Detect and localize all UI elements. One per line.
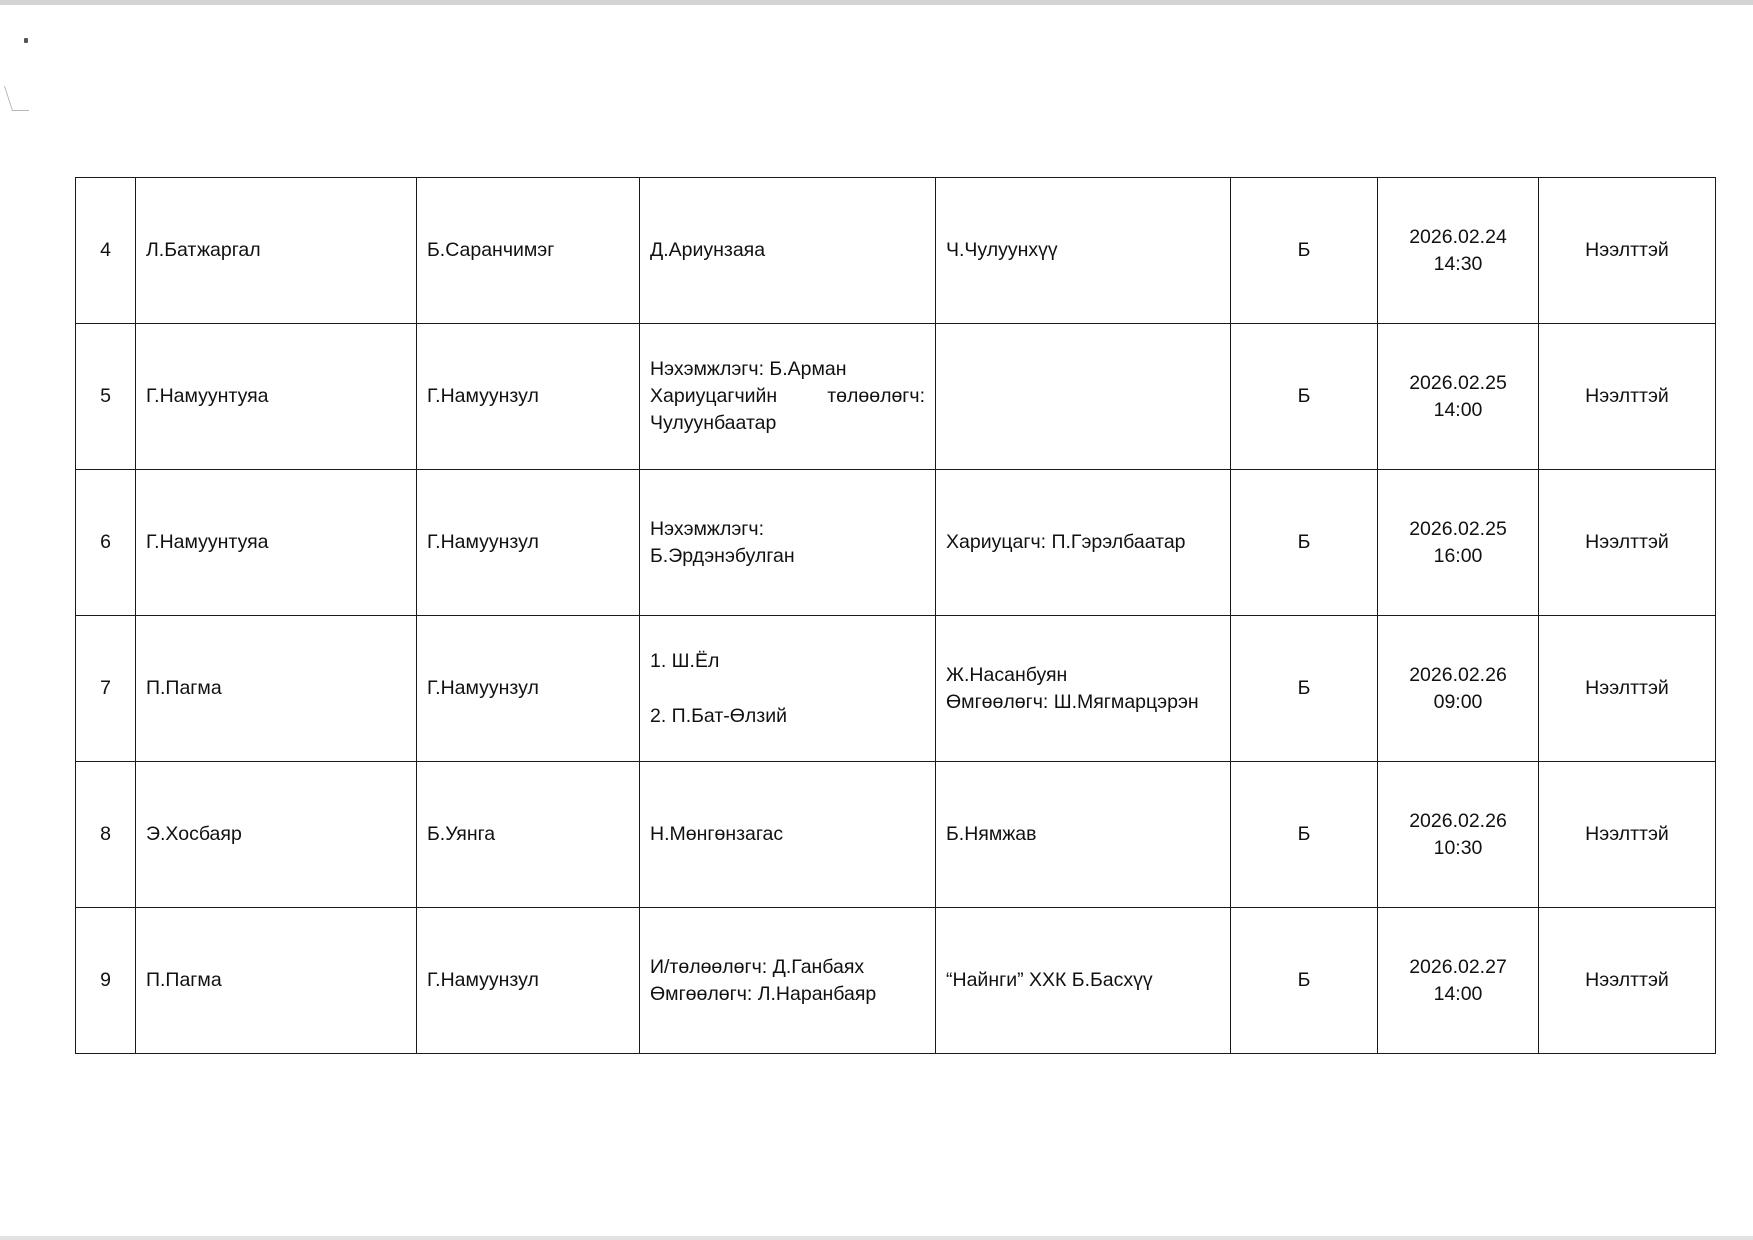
hearing-date: 2026.02.24 — [1409, 225, 1507, 248]
defendant-cell: Б.Уянга — [417, 762, 640, 908]
case-type-cell: Б — [1231, 470, 1378, 616]
hearing-date: 2026.02.27 — [1409, 955, 1507, 978]
table-row — [76, 762, 1716, 908]
other-party-line: “Найнги” ХХК Б.Басхүү — [946, 969, 1153, 991]
row-number: 6 — [76, 470, 136, 616]
status-cell: Нээлттэй — [1539, 178, 1716, 324]
scan-top-edge — [0, 0, 1753, 5]
hearing-date: 2026.02.25 — [1409, 371, 1507, 394]
plaintiff-cell: Г.Намуунтуяа — [136, 324, 417, 470]
row-number: 5 — [76, 324, 136, 470]
participant-line: 2. П.Бат-Өлзий — [650, 704, 788, 727]
status-cell: Нээлттэй — [1539, 324, 1716, 470]
row-number: 9 — [76, 908, 136, 1054]
status-cell: Нээлттэй — [1539, 470, 1716, 616]
hearing-date: 2026.02.26 — [1409, 663, 1507, 686]
other-parties-cell — [936, 616, 1231, 762]
other-party-line: Өмгөөлөгч: Ш.Мягмарцэрэн — [946, 690, 1199, 713]
status-cell: Нээлттэй — [1539, 908, 1716, 1054]
participant-line: Н.Мөнгөнзагас — [650, 823, 784, 845]
participants-cell — [640, 762, 936, 908]
defendant-cell: Г.Намуунзул — [417, 324, 640, 470]
scan-speck — [24, 38, 28, 43]
status-cell: Нээлттэй — [1539, 762, 1716, 908]
participant-line: Д.Ариунзаяа — [650, 239, 766, 261]
datetime-cell — [1378, 762, 1539, 908]
row-number: 8 — [76, 762, 136, 908]
participant-line: Нэхэмжлэгч: — [650, 517, 764, 540]
datetime-cell — [1378, 178, 1539, 324]
case-type-cell: Б — [1231, 762, 1378, 908]
case-type-cell: Б — [1231, 616, 1378, 762]
plaintiff-cell: Л.Батжаргал — [136, 178, 417, 324]
table-row — [76, 470, 1716, 616]
hearing-time: 14:00 — [1433, 982, 1483, 1005]
defendant-cell: Г.Намуунзул — [417, 470, 640, 616]
participant-line: Өмгөөлөгч: Л.Наранбаяр — [650, 982, 877, 1005]
table-row — [76, 178, 1716, 324]
plaintiff-cell: Э.Хосбаяр — [136, 762, 417, 908]
participants-cell — [640, 908, 936, 1054]
hearing-time: 14:30 — [1433, 252, 1483, 275]
line-gap — [650, 675, 925, 703]
status-cell: Нээлттэй — [1539, 616, 1716, 762]
case-type-cell: Б — [1231, 324, 1378, 470]
datetime-cell — [1378, 908, 1539, 1054]
participant-line: И/төлөөлөгч: Д.Ганбаях — [650, 955, 865, 978]
plaintiff-cell: П.Пагма — [136, 616, 417, 762]
other-party-line: Ч.Чулуунхүү — [946, 239, 1058, 261]
other-parties-cell — [936, 324, 1231, 470]
plaintiff-cell: П.Пагма — [136, 908, 417, 1054]
scan-bottom-edge — [0, 1236, 1753, 1240]
other-parties-cell — [936, 908, 1231, 1054]
hearing-schedule-table — [75, 177, 1716, 1054]
case-type-cell: Б — [1231, 908, 1378, 1054]
hearing-time: 10:30 — [1433, 836, 1483, 859]
plaintiff-cell: Г.Намуунтуяа — [136, 470, 417, 616]
other-parties-cell — [936, 470, 1231, 616]
other-parties-cell — [936, 178, 1231, 324]
table-row — [76, 908, 1716, 1054]
participant-line: Б.Эрдэнэбулган — [650, 544, 795, 567]
participants-cell — [640, 470, 936, 616]
participant-line: 1. Ш.Ёл — [650, 649, 720, 672]
table-row — [76, 324, 1716, 470]
hearing-time: 16:00 — [1433, 544, 1483, 567]
participants-cell — [640, 324, 936, 470]
participant-line: Нэхэмжлэгч: Б.Арман — [650, 358, 847, 380]
other-party-line: Ж.Насанбуян — [946, 663, 1068, 686]
other-party-line: Хариуцагч: П.Гэрэлбаатар — [946, 531, 1186, 553]
datetime-cell — [1378, 616, 1539, 762]
datetime-cell — [1378, 470, 1539, 616]
participants-cell — [640, 616, 936, 762]
hearing-date: 2026.02.26 — [1409, 809, 1507, 832]
datetime-cell — [1378, 324, 1539, 470]
other-parties-cell — [936, 762, 1231, 908]
participant-line: Хариуцагчийн төлөөлөгч: — [650, 385, 925, 407]
defendant-cell: Г.Намуунзул — [417, 908, 640, 1054]
table-row — [76, 616, 1716, 762]
hearing-time: 14:00 — [1433, 398, 1483, 421]
hearing-time: 09:00 — [1433, 690, 1483, 713]
row-number: 7 — [76, 616, 136, 762]
participant-line: Чулуунбаатар — [650, 412, 777, 434]
case-type-cell: Б — [1231, 178, 1378, 324]
row-number: 4 — [76, 178, 136, 324]
hearing-date: 2026.02.25 — [1409, 517, 1507, 540]
scan-mark — [4, 86, 29, 111]
other-party-line: Б.Нямжав — [946, 823, 1037, 845]
defendant-cell: Г.Намуунзул — [417, 616, 640, 762]
defendant-cell: Б.Саранчимэг — [417, 178, 640, 324]
participants-cell — [640, 178, 936, 324]
